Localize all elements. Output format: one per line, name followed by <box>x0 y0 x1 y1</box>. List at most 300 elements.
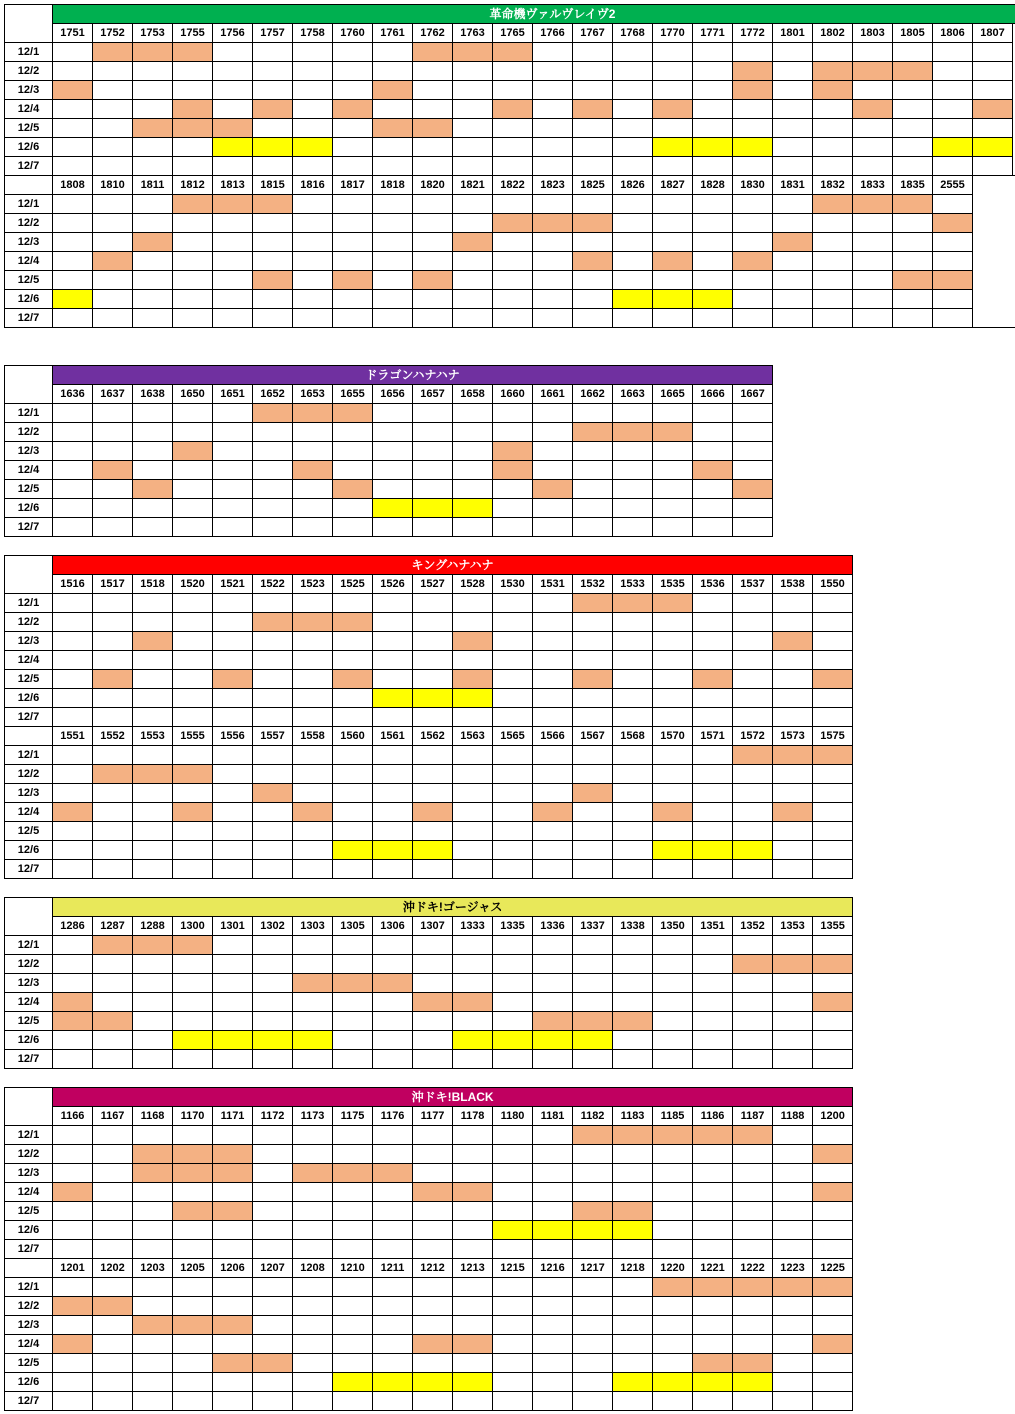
cell-empty <box>933 290 973 309</box>
machine-number: 1835 <box>893 176 933 195</box>
machine-number: 1812 <box>173 176 213 195</box>
cell-empty <box>733 708 773 727</box>
cell-empty <box>53 594 93 613</box>
cell-empty <box>533 1354 573 1373</box>
cell-empty <box>213 955 253 974</box>
cell-empty <box>493 1240 533 1259</box>
cell-empty <box>53 822 93 841</box>
cell-empty <box>133 1297 173 1316</box>
machine-number: 1555 <box>173 727 213 746</box>
cell-empty <box>493 195 533 214</box>
cell-highlight <box>373 81 413 100</box>
cell-highlight <box>413 119 453 138</box>
cell-empty <box>733 1392 773 1411</box>
cell-empty <box>133 81 173 100</box>
cell-empty <box>93 803 133 822</box>
cell-empty <box>173 651 213 670</box>
cell-empty <box>93 518 133 537</box>
cell-empty <box>733 765 773 784</box>
cell-empty <box>293 233 333 252</box>
cell-empty <box>693 1335 733 1354</box>
cell-empty <box>173 1392 213 1411</box>
cell-event <box>293 1031 333 1050</box>
machine-number: 1185 <box>653 1107 693 1126</box>
cell-empty <box>533 195 573 214</box>
cell-highlight <box>133 1145 173 1164</box>
cell-empty <box>213 1240 253 1259</box>
cell-empty <box>693 993 733 1012</box>
cell-empty <box>173 81 213 100</box>
cell-highlight <box>853 100 893 119</box>
cell-empty <box>53 1392 93 1411</box>
cell-empty <box>213 803 253 822</box>
cell-empty <box>493 632 533 651</box>
cell-empty <box>53 974 93 993</box>
cell-empty <box>413 100 453 119</box>
cell-empty <box>573 119 613 138</box>
day-label: 12/6 <box>5 290 53 309</box>
cell-empty <box>93 632 133 651</box>
cell-empty <box>813 119 853 138</box>
cell-empty <box>53 195 93 214</box>
cell-empty <box>573 81 613 100</box>
cell-empty <box>893 157 933 176</box>
cell-empty <box>533 651 573 670</box>
cell-highlight <box>573 252 613 271</box>
cell-empty <box>493 1297 533 1316</box>
cell-empty <box>813 1373 853 1392</box>
cell-empty <box>533 157 573 176</box>
cell-empty <box>413 708 453 727</box>
cell-highlight <box>813 993 853 1012</box>
cell-empty <box>373 784 413 803</box>
cell-empty <box>333 214 373 233</box>
cell-empty <box>413 1392 453 1411</box>
day-label: 12/2 <box>5 214 53 233</box>
cell-empty <box>453 784 493 803</box>
cell-empty <box>493 1354 533 1373</box>
cell-empty <box>293 1373 333 1392</box>
cell-empty <box>333 784 373 803</box>
cell-empty <box>253 1278 293 1297</box>
machine-title: ドラゴンハナハナ <box>53 366 773 385</box>
cell-empty <box>693 955 733 974</box>
cell-empty <box>173 1126 213 1145</box>
cell-empty <box>813 841 853 860</box>
cell-empty <box>53 1354 93 1373</box>
cell-empty <box>253 1392 293 1411</box>
cell-empty <box>293 670 333 689</box>
cell-empty <box>653 233 693 252</box>
cell-empty <box>733 670 773 689</box>
cell-empty <box>53 784 93 803</box>
cell-empty <box>373 290 413 309</box>
machine-number: 1817 <box>333 176 373 195</box>
cell-empty <box>533 993 573 1012</box>
cell-empty <box>493 480 533 499</box>
cell-empty <box>693 423 733 442</box>
cell-empty <box>173 214 213 233</box>
cell-empty <box>733 1183 773 1202</box>
cell-empty <box>93 1164 133 1183</box>
cell-empty <box>213 1373 253 1392</box>
cell-empty <box>893 309 933 328</box>
day-label: 12/6 <box>5 841 53 860</box>
cell-event <box>653 841 693 860</box>
cell-empty <box>293 1126 333 1145</box>
machine-number: 1528 <box>453 575 493 594</box>
cell-empty <box>453 822 493 841</box>
machine-number: 1220 <box>653 1259 693 1278</box>
cell-empty <box>813 1031 853 1050</box>
cell-empty <box>813 803 853 822</box>
cell-empty <box>253 1126 293 1145</box>
cell-empty <box>93 309 133 328</box>
cell-empty <box>933 157 973 176</box>
cell-empty <box>333 955 373 974</box>
cell-empty <box>333 252 373 271</box>
cell-empty <box>773 841 813 860</box>
cell-empty <box>773 100 813 119</box>
cell-empty <box>93 499 133 518</box>
cell-empty <box>773 1202 813 1221</box>
cell-empty <box>213 290 253 309</box>
cell-empty <box>653 1012 693 1031</box>
machine-number: 1178 <box>453 1107 493 1126</box>
day-label: 12/6 <box>5 138 53 157</box>
cell-empty <box>493 1373 533 1392</box>
cell-empty <box>693 518 733 537</box>
cell-highlight <box>573 214 613 233</box>
cell-empty <box>133 670 173 689</box>
cell-empty <box>213 81 253 100</box>
cell-highlight <box>173 100 213 119</box>
cell-highlight <box>133 480 173 499</box>
machine-number: 1828 <box>693 176 733 195</box>
cell-empty <box>93 1221 133 1240</box>
cell-empty <box>53 936 93 955</box>
machine-number: 1662 <box>573 385 613 404</box>
cell-highlight <box>413 271 453 290</box>
cell-empty <box>253 993 293 1012</box>
cell-empty <box>213 271 253 290</box>
table-corner <box>5 5 53 43</box>
cell-empty <box>653 1221 693 1240</box>
cell-empty <box>93 119 133 138</box>
cell-empty <box>533 1183 573 1202</box>
machine-number: 1551 <box>53 727 93 746</box>
cell-empty <box>53 1050 93 1069</box>
cell-empty <box>133 214 173 233</box>
machine-number: 1177 <box>413 1107 453 1126</box>
cell-empty <box>653 993 693 1012</box>
cell-empty <box>93 1126 133 1145</box>
cell-highlight <box>253 195 293 214</box>
cell-empty <box>733 214 773 233</box>
cell-empty <box>253 803 293 822</box>
machine-number: 1570 <box>653 727 693 746</box>
cell-empty <box>613 499 653 518</box>
cell-empty <box>733 157 773 176</box>
cell-highlight <box>173 936 213 955</box>
cell-empty <box>493 765 533 784</box>
cell-empty <box>933 62 973 81</box>
machine-number: 1768 <box>613 24 653 43</box>
cell-empty <box>653 708 693 727</box>
cell-empty <box>493 1335 533 1354</box>
cell-empty <box>333 1031 373 1050</box>
cell-empty <box>133 1126 173 1145</box>
cell-empty <box>253 670 293 689</box>
machine-number: 1753 <box>133 24 173 43</box>
cell-empty <box>493 784 533 803</box>
cell-empty <box>173 499 213 518</box>
cell-empty <box>613 518 653 537</box>
cell-highlight <box>93 1012 133 1031</box>
cell-empty <box>253 518 293 537</box>
cell-empty <box>733 1012 773 1031</box>
cell-empty <box>413 423 453 442</box>
machine-number: 1522 <box>253 575 293 594</box>
cell-empty <box>253 765 293 784</box>
cell-empty <box>53 233 93 252</box>
machine-number: 1806 <box>933 24 973 43</box>
cell-empty <box>413 974 453 993</box>
machine-number: 1665 <box>653 385 693 404</box>
cell-empty <box>253 651 293 670</box>
day-label: 12/2 <box>5 62 53 81</box>
cell-highlight <box>413 1183 453 1202</box>
cell-empty <box>453 860 493 879</box>
cell-empty <box>493 1392 533 1411</box>
cell-empty <box>333 138 373 157</box>
cell-empty <box>133 138 173 157</box>
cell-empty <box>533 708 573 727</box>
cell-empty <box>53 1278 93 1297</box>
cell-empty <box>733 1335 773 1354</box>
cell-empty <box>333 1240 373 1259</box>
cell-empty <box>333 1392 373 1411</box>
cell-empty <box>613 195 653 214</box>
cell-empty <box>413 1012 453 1031</box>
table-corner <box>5 366 53 404</box>
cell-empty <box>453 290 493 309</box>
cell-empty <box>173 784 213 803</box>
cell-highlight <box>693 670 733 689</box>
machine-number: 1533 <box>613 575 653 594</box>
cell-empty <box>773 993 813 1012</box>
cell-highlight <box>413 803 453 822</box>
cell-empty <box>213 233 253 252</box>
cell-empty <box>213 746 253 765</box>
cell-empty <box>413 252 453 271</box>
cell-empty <box>93 651 133 670</box>
cell-empty <box>693 404 733 423</box>
machine-number: 1186 <box>693 1107 733 1126</box>
cell-event <box>373 689 413 708</box>
cell-empty <box>213 613 253 632</box>
cell-event <box>653 138 693 157</box>
cell-empty <box>93 689 133 708</box>
cell-empty <box>573 442 613 461</box>
cell-empty <box>133 442 173 461</box>
cell-empty <box>733 1164 773 1183</box>
cell-empty <box>573 803 613 822</box>
cell-highlight <box>53 1183 93 1202</box>
cell-empty <box>533 765 573 784</box>
cell-empty <box>93 233 133 252</box>
cell-highlight <box>453 670 493 689</box>
cell-empty <box>133 309 173 328</box>
cell-empty <box>613 252 653 271</box>
cell-highlight <box>773 233 813 252</box>
cell-empty <box>133 746 173 765</box>
cell-empty <box>333 936 373 955</box>
cell-empty <box>173 689 213 708</box>
machine-number: 1305 <box>333 917 373 936</box>
machine-number: 1831 <box>773 176 813 195</box>
cell-highlight <box>93 1297 133 1316</box>
machine-number: 1532 <box>573 575 613 594</box>
cell-empty <box>533 974 573 993</box>
cell-empty <box>773 689 813 708</box>
cell-empty <box>333 1316 373 1335</box>
cell-empty <box>453 480 493 499</box>
machine-number: 1770 <box>653 24 693 43</box>
cell-empty <box>573 1335 613 1354</box>
machine-number: 1661 <box>533 385 573 404</box>
cell-highlight <box>333 974 373 993</box>
cell-empty <box>493 518 533 537</box>
cell-empty <box>813 974 853 993</box>
cell-empty <box>813 290 853 309</box>
cell-empty <box>733 974 773 993</box>
machine-number: 1752 <box>93 24 133 43</box>
cell-empty <box>853 119 893 138</box>
cell-empty <box>653 1240 693 1259</box>
cell-highlight <box>853 62 893 81</box>
cell-empty <box>133 1240 173 1259</box>
cell-empty <box>293 252 333 271</box>
cell-empty <box>813 100 853 119</box>
cell-empty <box>493 423 533 442</box>
machine-number: 1300 <box>173 917 213 936</box>
cell-empty <box>333 157 373 176</box>
cell-empty <box>133 195 173 214</box>
cell-empty <box>893 119 933 138</box>
cell-empty <box>813 1316 853 1335</box>
cell-empty <box>813 632 853 651</box>
cell-empty <box>213 404 253 423</box>
cell-empty <box>733 1297 773 1316</box>
machine-number: 1755 <box>173 24 213 43</box>
cell-empty <box>653 1335 693 1354</box>
machine-number: 1766 <box>533 24 573 43</box>
cell-event <box>693 138 733 157</box>
cell-empty <box>813 1240 853 1259</box>
cell-empty <box>133 1202 173 1221</box>
cell-empty <box>413 62 453 81</box>
cell-empty <box>253 309 293 328</box>
cell-empty <box>413 1221 453 1240</box>
machine-number: 1180 <box>493 1107 533 1126</box>
cell-empty <box>333 1145 373 1164</box>
cell-empty <box>253 480 293 499</box>
cell-highlight <box>693 1354 733 1373</box>
cell-empty <box>693 632 733 651</box>
cell-empty <box>333 81 373 100</box>
cell-empty <box>733 1240 773 1259</box>
cell-highlight <box>573 1202 613 1221</box>
cell-highlight <box>573 784 613 803</box>
cell-empty <box>293 423 333 442</box>
cell-event <box>653 290 693 309</box>
cell-empty <box>773 1392 813 1411</box>
cell-highlight <box>253 100 293 119</box>
cell-empty <box>453 613 493 632</box>
cell-empty <box>653 746 693 765</box>
cell-event <box>693 1373 733 1392</box>
cell-empty <box>693 233 733 252</box>
cell-empty <box>173 746 213 765</box>
cell-empty <box>53 651 93 670</box>
machine-number: 1565 <box>493 727 533 746</box>
cell-empty <box>373 423 413 442</box>
cell-empty <box>293 119 333 138</box>
cell-empty <box>493 290 533 309</box>
day-label: 12/1 <box>5 746 53 765</box>
cell-empty <box>453 423 493 442</box>
cell-empty <box>653 1297 693 1316</box>
cell-empty <box>573 1164 613 1183</box>
cell-empty <box>293 1335 333 1354</box>
day-label: 12/4 <box>5 252 53 271</box>
cell-highlight <box>453 233 493 252</box>
cell-empty <box>693 1012 733 1031</box>
cell-empty <box>373 62 413 81</box>
cell-empty <box>733 936 773 955</box>
day-label: 12/6 <box>5 1373 53 1392</box>
cell-empty <box>373 803 413 822</box>
cell-empty <box>133 708 173 727</box>
cell-empty <box>53 1031 93 1050</box>
cell-empty <box>293 651 333 670</box>
cell-empty <box>693 442 733 461</box>
cell-empty <box>693 708 733 727</box>
day-label: 12/3 <box>5 632 53 651</box>
cell-highlight <box>293 613 333 632</box>
cell-empty <box>213 974 253 993</box>
cell-highlight <box>293 974 333 993</box>
cell-empty <box>693 1145 733 1164</box>
day-label: 12/7 <box>5 518 53 537</box>
machine-number: 1803 <box>853 24 893 43</box>
cell-empty <box>293 499 333 518</box>
cell-empty <box>613 1316 653 1335</box>
cell-empty <box>533 1050 573 1069</box>
cell-empty <box>573 1392 613 1411</box>
cell-empty <box>773 1354 813 1373</box>
cell-empty <box>813 43 853 62</box>
cell-empty <box>133 100 173 119</box>
cell-empty <box>253 708 293 727</box>
cell-empty <box>173 955 213 974</box>
machine-number: 1171 <box>213 1107 253 1126</box>
day-label: 12/3 <box>5 442 53 461</box>
cell-empty <box>613 271 653 290</box>
cell-empty <box>333 993 373 1012</box>
cell-empty <box>173 1354 213 1373</box>
